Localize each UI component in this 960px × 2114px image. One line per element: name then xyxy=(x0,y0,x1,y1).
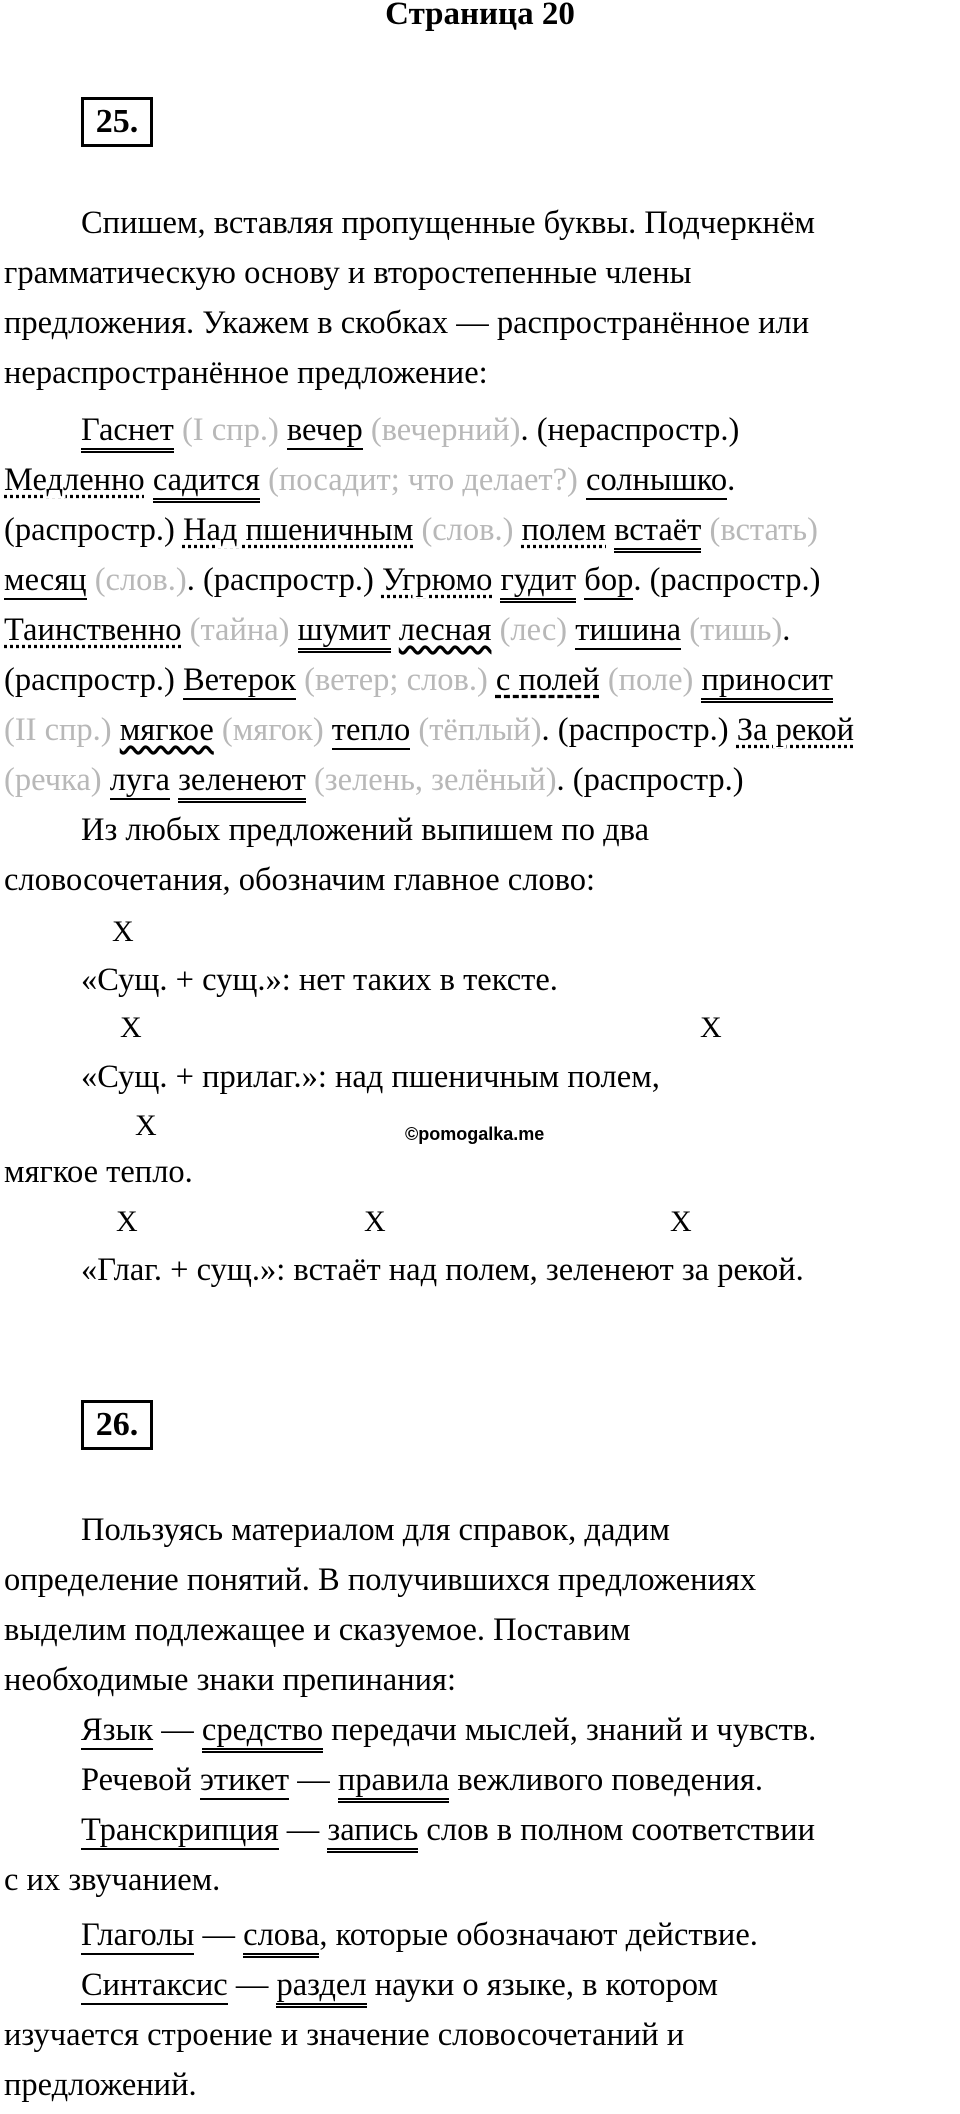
main-word-mark: X xyxy=(670,1205,692,1238)
subject: этикет xyxy=(199,1762,290,1798)
note: (тайна) xyxy=(181,612,298,648)
adverbial: Медленно xyxy=(4,462,145,498)
predicate: раздел xyxy=(276,1967,366,2008)
note: (слов.) xyxy=(413,512,522,548)
predicate: средство xyxy=(202,1712,323,1753)
exercise-26-number: 26. xyxy=(81,1400,153,1450)
ex25-intro-4: нераспространённое предложение: xyxy=(4,355,488,391)
definition-2 xyxy=(81,1760,763,1800)
exercise-25-number: 25. xyxy=(81,97,153,147)
ex26-intro-4: необходимые знаки препинания: xyxy=(4,1662,456,1698)
page-title: Страница 20 xyxy=(385,0,575,32)
definition-3 xyxy=(81,1810,815,1850)
sentence-type: (распростр.) xyxy=(4,512,183,548)
ex25-intro-2: грамматическую основу и второстепенные члены xyxy=(4,255,692,291)
sentence-type: . (распростр.) xyxy=(186,562,382,598)
attribute: мягкое xyxy=(119,712,214,748)
noun-adj-line: «Сущ. + прилаг.»: над пшеничным полем, xyxy=(81,1059,660,1095)
note: (слов.) xyxy=(86,562,187,598)
dash: — xyxy=(153,1712,202,1748)
ex25-sentence-5 xyxy=(4,610,790,650)
note: (лес) xyxy=(491,612,576,648)
main-word-mark: X xyxy=(120,1011,142,1044)
predicate: шумит xyxy=(298,612,391,653)
dash: — xyxy=(278,1812,328,1848)
subject: месяц xyxy=(4,562,87,598)
main-word-mark: X xyxy=(112,915,134,948)
note: (посадит; что делает?) xyxy=(259,462,587,498)
definition-3-cont: с их звучанием. xyxy=(4,1862,221,1898)
note: (II спр.) xyxy=(4,712,120,748)
note: (речка) xyxy=(4,762,110,798)
ex25-sentence-1 xyxy=(81,410,739,450)
ex25-task2-1: Из любых предложений выпишем по два xyxy=(81,812,650,848)
definition-text: слов в полном соответствии xyxy=(418,1812,816,1848)
subject: луга xyxy=(109,762,170,798)
dash: — xyxy=(227,1967,277,2003)
ex25-sentence-2 xyxy=(4,460,735,500)
adverbial: полем xyxy=(521,512,607,548)
watermark: ©pomogalka.me xyxy=(405,1124,545,1144)
subject: Синтаксис xyxy=(81,1967,228,2003)
ex25-sentence-3 xyxy=(4,510,818,550)
punctuation: . xyxy=(782,612,791,648)
sentence-type: . (распростр.) xyxy=(541,712,737,748)
subject: тишина xyxy=(575,612,682,648)
definition-text: передачи мыслей, знаний и чувств. xyxy=(323,1712,817,1748)
definition-text: Речевой xyxy=(81,1762,200,1798)
note: (поле) xyxy=(599,662,702,698)
note: (тишь) xyxy=(681,612,783,648)
noun-noun-line: «Сущ. + сущ.»: нет таких в тексте. xyxy=(81,962,558,998)
adverbial: Таинственно xyxy=(4,612,182,648)
note: (вечерний) xyxy=(362,412,521,448)
sentence-type: . (нераспростр.) xyxy=(520,412,740,448)
adverbial: Над пшеничным xyxy=(182,512,414,548)
predicate: гудит xyxy=(500,562,576,603)
predicate: приносит xyxy=(701,662,833,703)
ex25-intro-1: Спишем, вставляя пропущенные буквы. Подчеркнём xyxy=(81,205,815,241)
subject: Глаголы xyxy=(81,1917,195,1953)
subject: вечер xyxy=(286,412,363,448)
main-word-mark: X xyxy=(116,1205,138,1238)
definition-text: науки о языке, в котором xyxy=(366,1967,718,2003)
ex25-sentence-6 xyxy=(4,660,833,700)
definition-1 xyxy=(81,1710,816,1750)
noun-adj-line-cont: мягкое тепло. xyxy=(4,1154,193,1190)
subject: тепло xyxy=(331,712,411,748)
note: (встать) xyxy=(701,512,818,548)
subject: Ветерок xyxy=(182,662,297,698)
note: (зелень, зелёный) xyxy=(305,762,557,798)
subject: бор xyxy=(584,562,634,598)
attribute: лесная xyxy=(398,612,492,648)
predicate: встаёт xyxy=(614,512,701,553)
predicate: Гаснет xyxy=(81,412,174,453)
predicate: правила xyxy=(338,1762,449,1803)
verb-noun-line: «Глаг. + сущ.»: встаёт над полем, зеленеют за рекой. xyxy=(81,1252,804,1288)
note: (тёплый) xyxy=(410,712,542,748)
dash: — xyxy=(194,1917,244,1953)
main-word-mark: X xyxy=(700,1011,722,1044)
ex25-intro-3: предложения. Укажем в скобках — распространённое или xyxy=(4,305,810,341)
adverbial: Угрюмо xyxy=(381,562,493,598)
definition-5 xyxy=(81,1965,718,2005)
ex25-sentence-8 xyxy=(4,760,744,800)
ex26-intro-2: определение понятий. В получившихся предложениях xyxy=(4,1562,757,1598)
sentence-type: . (распростр.) xyxy=(633,562,821,598)
object: с полей xyxy=(495,662,600,698)
note: (мягок) xyxy=(213,712,332,748)
ex26-intro-3: выделим подлежащее и сказуемое. Поставим xyxy=(4,1612,631,1648)
predicate: садится xyxy=(153,462,260,503)
ex26-intro-1: Пользуясь материалом для справок, дадим xyxy=(81,1512,670,1548)
adverbial: За рекой xyxy=(736,712,855,748)
subject: солнышко xyxy=(586,462,728,498)
predicate: запись xyxy=(327,1812,418,1853)
note: (I спр.) xyxy=(173,412,287,448)
sentence-type: . (распростр.) xyxy=(556,762,744,798)
main-word-mark: X xyxy=(135,1109,157,1142)
ex25-task2-2: словосочетания, обозначим главное слово: xyxy=(4,862,596,898)
punctuation: . xyxy=(727,462,736,498)
definition-5-cont-1: изучается строение и значение словосочетаний и xyxy=(4,2017,685,2053)
subject: Язык xyxy=(81,1712,154,1748)
main-word-mark: X xyxy=(364,1205,386,1238)
definition-4 xyxy=(81,1915,758,1955)
definition-5-cont-2: предложений. xyxy=(4,2067,197,2103)
subject: Транскрипция xyxy=(81,1812,279,1848)
sentence-type: (распростр.) xyxy=(4,662,183,698)
ex25-sentence-4 xyxy=(4,560,820,600)
definition-text: вежливого поведения. xyxy=(449,1762,763,1798)
ex25-sentence-7 xyxy=(4,710,854,750)
predicate: зеленеют xyxy=(178,762,306,803)
predicate: слова xyxy=(243,1917,319,1958)
definition-text: , которые обозначают действие. xyxy=(319,1917,758,1953)
note: (ветер; слов.) xyxy=(296,662,496,698)
dash: — xyxy=(289,1762,338,1798)
